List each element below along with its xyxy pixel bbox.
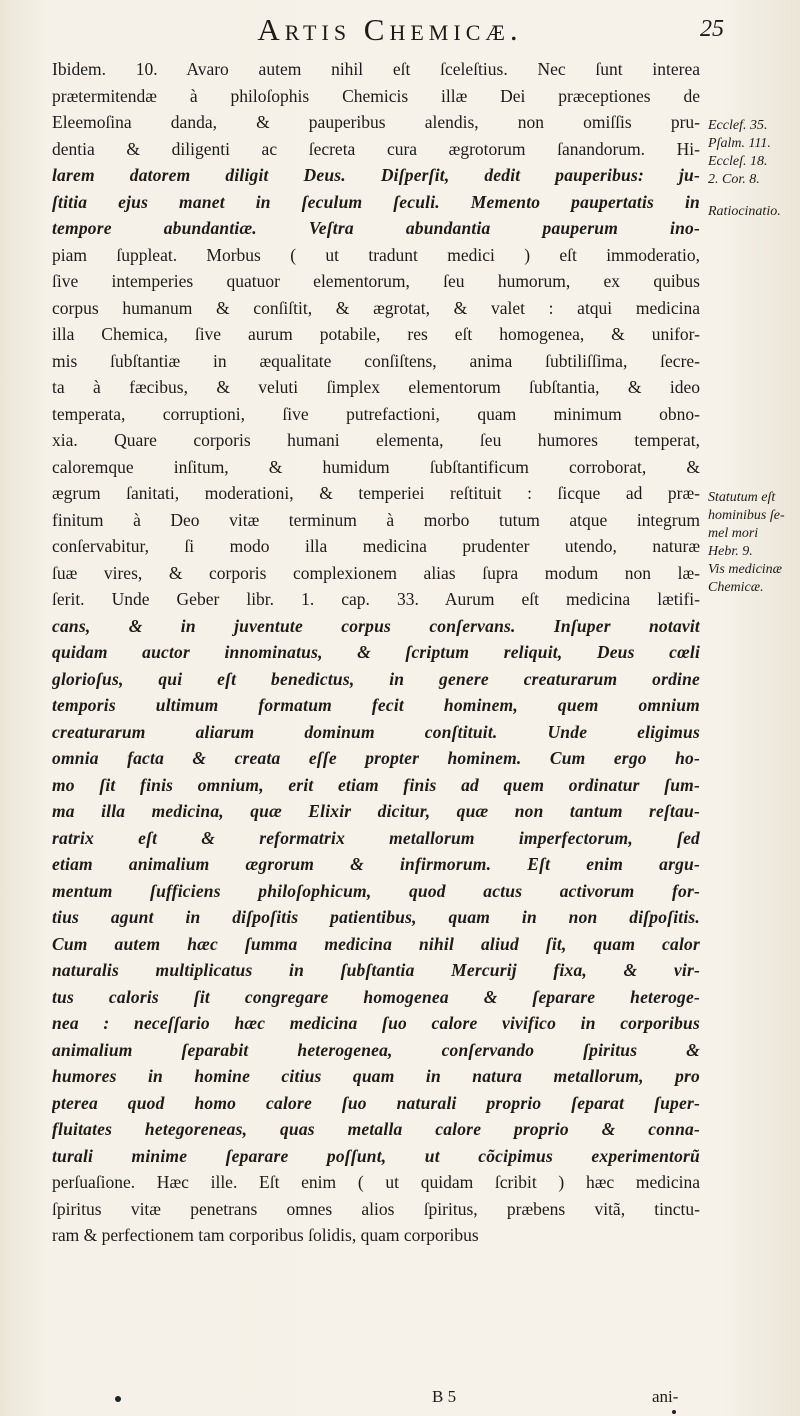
text-line: Eleemoſina danda, & pauperibus alendis, non omiſſis pru- <box>52 112 700 132</box>
text-line: tius agunt in diſpoſitis patientibus, quam in non diſpoſitis. <box>52 907 700 927</box>
text-line: etiam animalium ægrorum & infirmorum. Eſt enim argu- <box>52 854 700 874</box>
margin-note-vis-2: Chemicæ. <box>708 580 764 595</box>
margin-note-hebrews: Hebr. 9. <box>708 544 753 559</box>
text-line: humores in homine citius quam in natura metallorum, pro <box>52 1066 700 1086</box>
text-line: pterea quod homo calore ſuo naturali proprio ſeparat ſuper- <box>52 1092 700 1113</box>
text-line: xia. Quare corporis humani elementa, ſeu humores temperat, <box>52 430 700 450</box>
text-line: prætermitendæ à philoſophis Chemicis illæ Dei præceptiones de <box>52 85 700 106</box>
text-line: omnia facta & creata eſſe propter hominem. Cum ergo ho- <box>52 748 700 768</box>
page-number: 25 <box>700 16 724 42</box>
text-line: cans, & in juventute corpus conſervans. Inſuper notavit <box>52 615 700 636</box>
text-line: corpus humanum & conſiſtit, & ægrotat, & valet : atqui medicina <box>52 297 700 318</box>
text-line: ram & perfectionem tam corporibus ſolidis, quam corporibus <box>52 1225 479 1245</box>
text-line: piam ſuppleat. Morbus ( ut tradunt medici ) eſt immoderatio, <box>52 244 700 265</box>
text-line: finitum à Deo vitæ terminum à morbo tutum atque integrum <box>52 509 700 530</box>
text-line: caloremque inſitum, & humidum ſubſtantificum corroborat, & <box>52 456 700 477</box>
margin-note-vis-1: Vis medicinæ <box>708 562 783 577</box>
text-line: quidam auctor innominatus, & ſcriptum reliquit, Deus cœli <box>52 642 700 662</box>
page-header <box>0 8 800 52</box>
text-line: ſerit. Unde Geber libr. 1. cap. 33. Aurum eſt medicina lætifi- <box>52 589 700 609</box>
margin-note-statutum-2: hominibus ſe- <box>708 508 785 523</box>
text-line: mis ſubſtantiæ in æqualitate conſiſtens, anima ſubtiliſſima, ſecre- <box>52 350 700 371</box>
text-line: ma illa medicina, quæ Elixir dicitur, quæ non tantum reſtau- <box>52 801 700 821</box>
margin-notes <box>708 117 800 189</box>
text-line: ſuæ vires, & corporis complexionem alias ſupra modum non læ- <box>52 562 700 583</box>
text-line: Cum autem hæc ſumma medicina nihil aliud ſit, quam calor <box>52 933 700 954</box>
text-line: nea : neceſſario hæc medicina ſuo calore vivifico in corporibus <box>52 1013 700 1033</box>
signature-mark: B 5 <box>432 1387 457 1406</box>
margin-note-ratiocinatio: Ratiocinatio. <box>708 204 781 219</box>
text-line: perſuaſione. Hæc ille. Eſt enim ( ut quidam ſcribit ) hæc medicina <box>52 1172 700 1192</box>
text-line: illa Chemica, ſive aurum potabile, res eſt homogenea, & unifor- <box>52 324 700 344</box>
running-title: Artis Chemicæ. <box>257 12 523 47</box>
text-line: ſpiritus vitæ penetrans omnes alios ſpiritus, præbens vitã, tinctu- <box>52 1198 700 1219</box>
catchword: ani- <box>652 1387 679 1406</box>
page-footer <box>52 1387 700 1411</box>
text-line: dentia & diligenti ac ſecreta cura ægrotorum ſanandorum. Hi- <box>52 138 700 159</box>
margin-note-ecclesiasticus: Ecclef. 35. <box>708 118 768 133</box>
text-line: ſtitia ejus manet in ſeculum ſeculi. Memento paupertatis in <box>52 191 700 212</box>
text-line: ta à fæcibus, & veluti ſimplex elementorum ſubſtantia, & ideo <box>52 377 700 397</box>
margin-note-corinthians: 2. Cor. 8. <box>708 172 760 187</box>
text-line: fluitates hetegoreneas, quas metalla calore proprio & conna- <box>52 1119 700 1139</box>
text-line: ægrum ſanitati, moderationi, & temperiei reſtituit : ſicque ad præ- <box>52 483 700 503</box>
ink-spot <box>115 1396 121 1402</box>
text-line: glorioſus, qui eſt benedictus, in genere creaturarum ordine <box>52 668 700 689</box>
text-line: tempore abundantiæ. Veſtra abundantia pauperum ino- <box>52 218 700 238</box>
text-line: temporis ultimum formatum fecit hominem, quem omnium <box>52 695 700 715</box>
text-line: naturalis multiplicatus in ſubſtantia Mercurij fixa, & vir- <box>52 960 700 980</box>
text-line: temperata, corruptioni, ſive putrefactioni, quam minimum obno- <box>52 403 700 424</box>
ink-spot <box>672 1410 676 1414</box>
text-line: creaturarum aliarum dominum conſtituit. Unde eligimus <box>52 721 700 742</box>
text-line: mentum ſufficiens philoſophicum, quod actus activorum for- <box>52 880 700 901</box>
margin-notes-ratiocinatio <box>708 203 800 221</box>
text-line: conſervabitur, ſi modo illa medicina prudenter utendo, naturæ <box>52 536 700 556</box>
margin-notes-statutum <box>708 489 800 597</box>
text-line: larem datorem diligit Deus. Diſperſit, dedit pauperibus: ju- <box>52 165 700 185</box>
margin-note-psalm: Pſalm. 111. <box>708 136 771 151</box>
text-line: ratrix eſt & reformatrix metallorum imperfectorum, ſed <box>52 827 700 848</box>
text-line: ſive intemperies quatuor elementorum, ſeu humorum, ex quibus <box>52 271 700 291</box>
margin-note-statutum-1: Statutum eſt <box>708 490 776 505</box>
margin-note-statutum-3: mel mori <box>708 526 759 541</box>
text-line: turali minime ſeparare poſſunt, ut cõcipimus experimentorũ <box>52 1145 700 1166</box>
text-line: Ibidem. 10. Avaro autem nihil eſt ſceleſtius. Nec ſunt interea <box>52 59 700 79</box>
text-line: tus caloris ſit congregare homogenea & ſeparare heteroge- <box>52 986 700 1007</box>
body-text <box>52 56 700 1249</box>
text-line: mo ſit finis omnium, erit etiam finis ad quem ordinatur ſum- <box>52 774 700 795</box>
margin-note-ecclesiastes: Eccleſ. 18. <box>708 154 768 169</box>
text-line: animalium ſeparabit heterogenea, conſervando ſpiritus & <box>52 1039 700 1060</box>
